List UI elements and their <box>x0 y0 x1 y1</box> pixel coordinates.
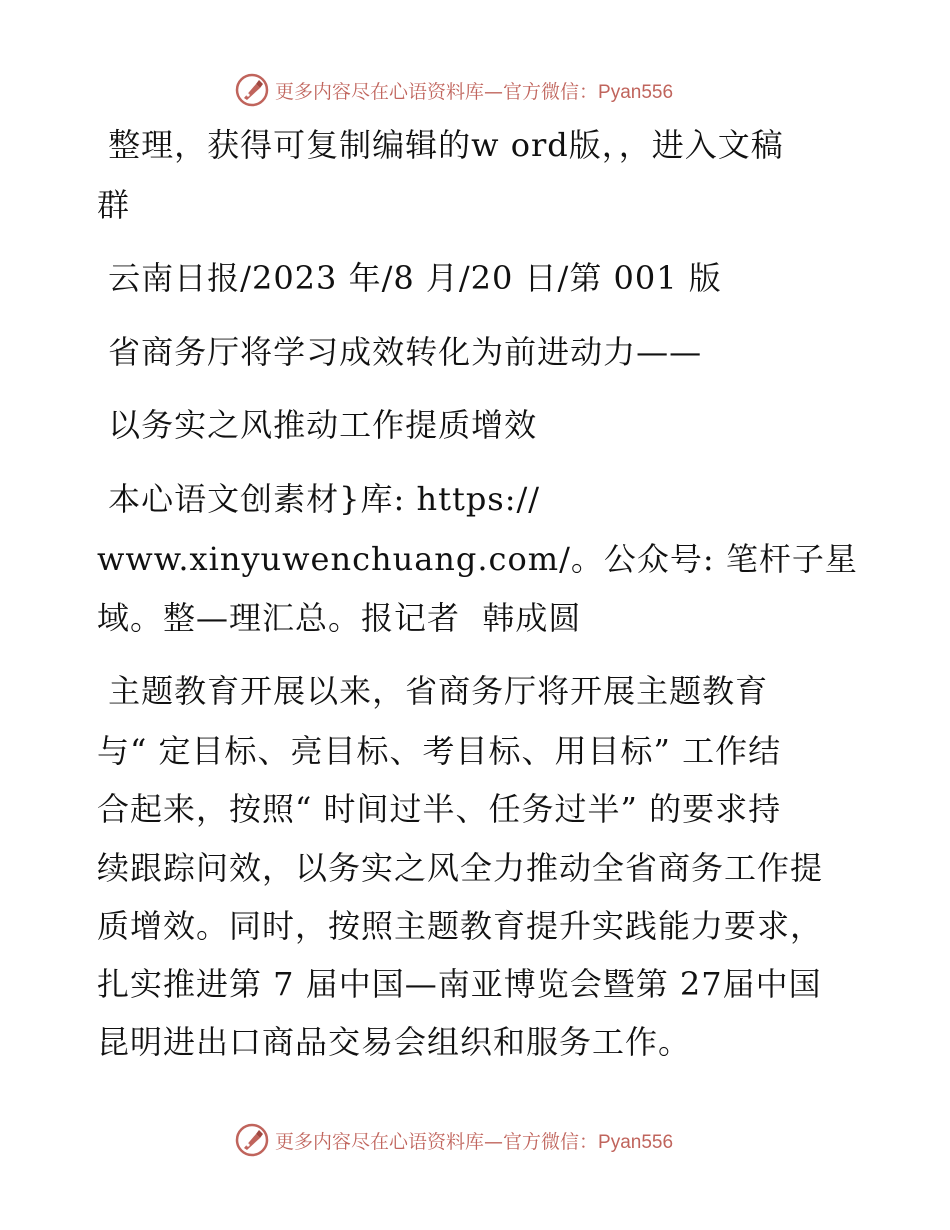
banner-slogan: 更多内容尽在心语资料库 <box>275 80 485 103</box>
header-banner <box>235 72 755 108</box>
banner-wechat-label: 官方微信： <box>503 80 599 103</box>
article-title: 省商务厅将学习成效转化为前进动力—— <box>97 333 703 371</box>
paragraph-line: 主题教育开展以来，省商务厅将开展主题教育 <box>97 672 769 710</box>
banner-separator: — <box>484 1130 504 1153</box>
paragraph-line: 续跟踪问效，以务实之风全力推动全省商务工作提 <box>97 849 824 887</box>
article-subtitle: 以务实之风推动工作提质增效 <box>97 406 538 444</box>
paragraph-line: 扎实推进第 7 届中国—南亚博览会暨第 27届中国 <box>97 965 822 1003</box>
banner-wechat-id: Pyan556 <box>598 81 674 103</box>
footer-banner <box>235 1122 755 1158</box>
banner-wechat-id: Pyan556 <box>598 1131 674 1153</box>
banner-slogan: 更多内容尽在心语资料库 <box>275 1130 485 1153</box>
banner-separator: — <box>484 80 504 103</box>
pen-nib-logo-icon <box>235 1123 269 1157</box>
source-line: 云南日报/2023 年/8 月/20 日/第 001 版 <box>97 259 722 297</box>
body-line: 整理，获得可复制编辑的w ord版，，进入文稿 <box>97 126 784 164</box>
paragraph-line: 质增效。同时，按照主题教育提升实践能力要求， <box>97 907 824 945</box>
body-line: 群 <box>97 186 131 224</box>
banner-text <box>275 77 673 104</box>
body-line: www.xinyuwenchuang.com/。公众号: 笔杆子星 <box>97 540 858 578</box>
body-line: 本心语文创素材}库: https:// <box>97 480 541 518</box>
body-line: 域。整—理汇总。报记者 韩成圆 <box>97 599 582 637</box>
pen-nib-logo-icon <box>235 73 269 107</box>
banner-wechat-label: 官方微信： <box>503 1130 599 1153</box>
paragraph-line: 合起来，按照“ 时间过半、任务过半” 的要求持 <box>97 790 782 828</box>
paragraph-line: 昆明进出口商品交易会组织和服务工作。 <box>97 1023 692 1061</box>
paragraph-line: 与“ 定目标、亮目标、考目标、用目标” 工作结 <box>97 732 782 770</box>
banner-text <box>275 1127 673 1154</box>
